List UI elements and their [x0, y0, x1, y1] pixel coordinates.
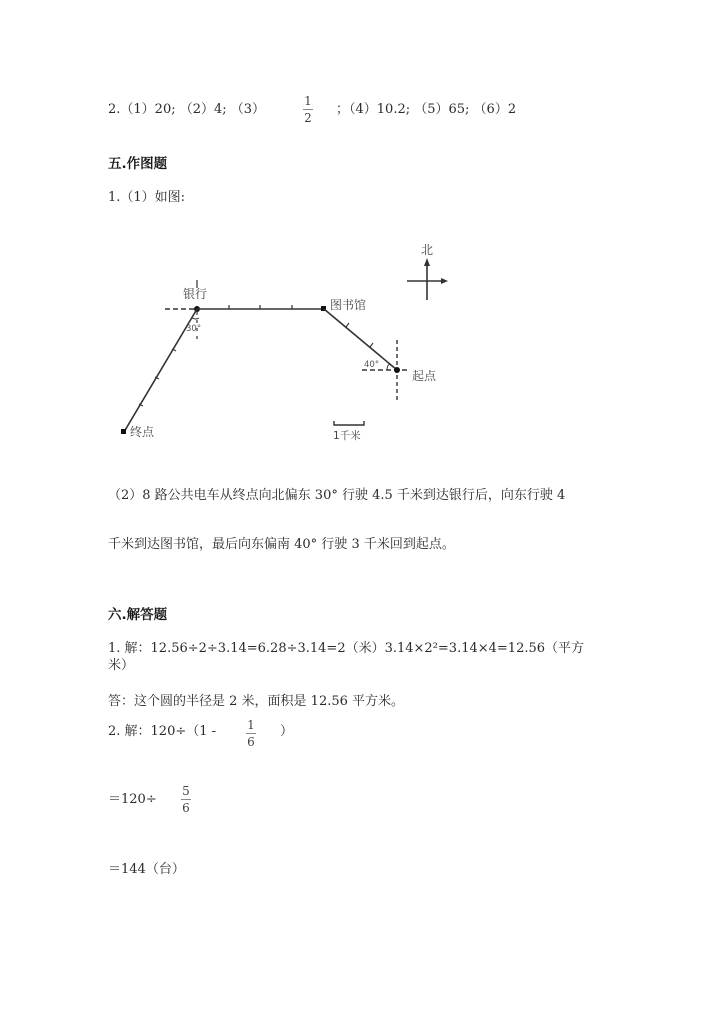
question-1-answer: 答：这个圆的半径是 2 米，面积是 12.56 平方米。	[108, 694, 405, 709]
bank-label: 银行	[183, 287, 208, 301]
answer-2-prefix: 2.（1）20; （2）4; （3）	[108, 102, 266, 117]
question-1-label: 1.（1）如图:	[108, 190, 186, 205]
question-2-line1-suffix: ）	[280, 724, 294, 739]
compass-icon	[407, 243, 448, 300]
question-1-solution-line2: 米）	[108, 658, 135, 673]
fraction-denominator: 6	[182, 801, 190, 815]
north-label: 北	[421, 243, 434, 257]
fraction-numerator: 1	[304, 94, 312, 108]
section-5-heading: 五.作图题	[108, 156, 168, 172]
fraction-numerator: 1	[247, 718, 255, 732]
fraction-numerator: 5	[182, 784, 190, 798]
fraction-denominator: 2	[304, 111, 312, 125]
start-marker	[362, 340, 437, 400]
start-label: 起点	[412, 369, 437, 383]
section-6-heading: 六.解答题	[108, 607, 168, 623]
route-diagram	[0, 0, 720, 460]
angle-30-label: 30°	[186, 324, 202, 334]
fraction-bar	[246, 733, 256, 734]
answer-2-suffix: ；（4）10.2; （5）65; （6）2	[336, 102, 517, 117]
end-label: 终点	[130, 425, 155, 439]
fraction-bar	[181, 799, 191, 800]
question-2-line3: ＝144（台）	[108, 862, 185, 877]
question-1-part2-line1: （2）8 路公共电车从终点向北偏东 30° 行驶 4.5 千米到达银行后，向东行驶 4	[108, 488, 566, 503]
scale-label: 1千米	[333, 430, 361, 442]
bank-marker	[165, 280, 207, 340]
question-1-solution-line1: 1. 解：12.56÷2÷3.14=6.28÷3.14=2（米）3.14×2²=3.14×4=12.56（平方	[108, 641, 585, 656]
question-2-line2-prefix: ＝120÷	[108, 792, 157, 807]
fraction-denominator: 6	[247, 735, 255, 749]
angle-40-label: 40°	[364, 360, 380, 370]
fraction-five-sixths	[181, 784, 191, 815]
fraction-one-sixth	[246, 718, 256, 749]
question-2-line1-prefix: 2. 解：120÷（1 -	[108, 724, 217, 739]
question-1-part2-line2: 千米到达图书馆，最后向东偏南 40° 行驶 3 千米回到起点。	[108, 537, 455, 552]
library-label: 图书馆	[330, 298, 367, 312]
scale-bar	[333, 421, 364, 442]
